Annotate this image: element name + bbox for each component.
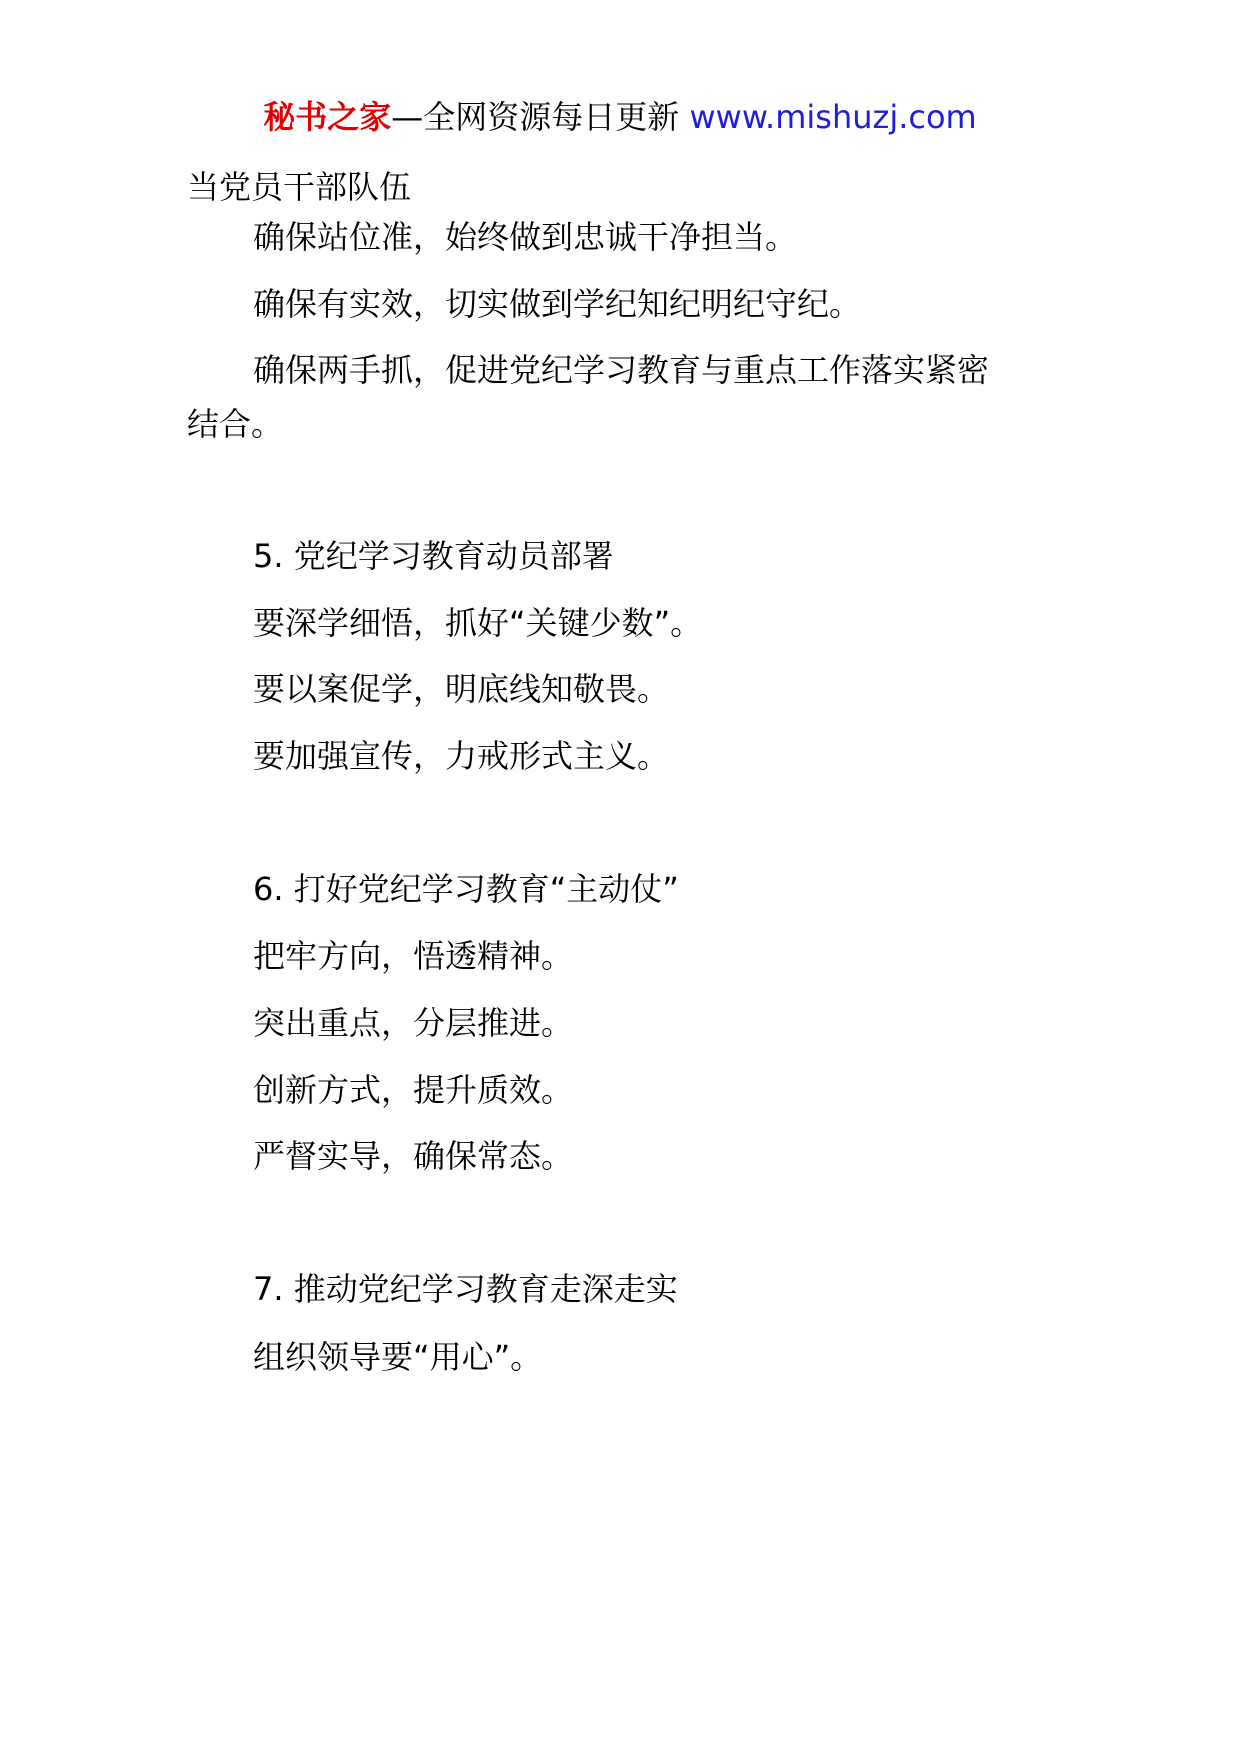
list-item: 创新方式，提升质效。 [253,1071,574,1109]
header-tagline: —全网资源每日更新 [391,98,690,136]
list-item: 严督实导，确保常态。 [253,1137,574,1175]
paragraph-ensure-position: 确保站位准，始终做到忠诚干净担当。 [253,218,798,256]
section-heading-6: 6. 打好党纪学习教育“主动仗” [253,870,679,908]
paragraph-ensure-effect: 确保有实效，切实做到学纪知纪明纪守纪。 [253,285,862,323]
paragraph-ensure-both-hands-cont: 结合。 [187,405,284,443]
page-header [0,98,1240,136]
list-item: 组织领导要“用心”。 [253,1338,543,1376]
list-item: 要加强宣传，力戒形式主义。 [253,737,670,775]
site-url-link[interactable]: www.mishuzj.com [689,98,977,136]
section-heading-5: 5. 党纪学习教育动员部署 [253,537,614,575]
paragraph-ensure-both-hands: 确保两手抓，促进党纪学习教育与重点工作落实紧密 [253,351,990,389]
section-heading-7: 7. 推动党纪学习教育走深走实 [253,1270,678,1308]
brand-name: 秘书之家 [263,98,392,136]
list-item: 突出重点，分层推进。 [253,1004,574,1042]
list-item: 要以案促学，明底线知敬畏。 [253,670,670,708]
paragraph-continuation: 当党员干部队伍 [187,168,412,206]
list-item: 把牢方向，悟透精神。 [253,937,574,975]
list-item: 要深学细悟，抓好“关键少数”。 [253,604,703,642]
